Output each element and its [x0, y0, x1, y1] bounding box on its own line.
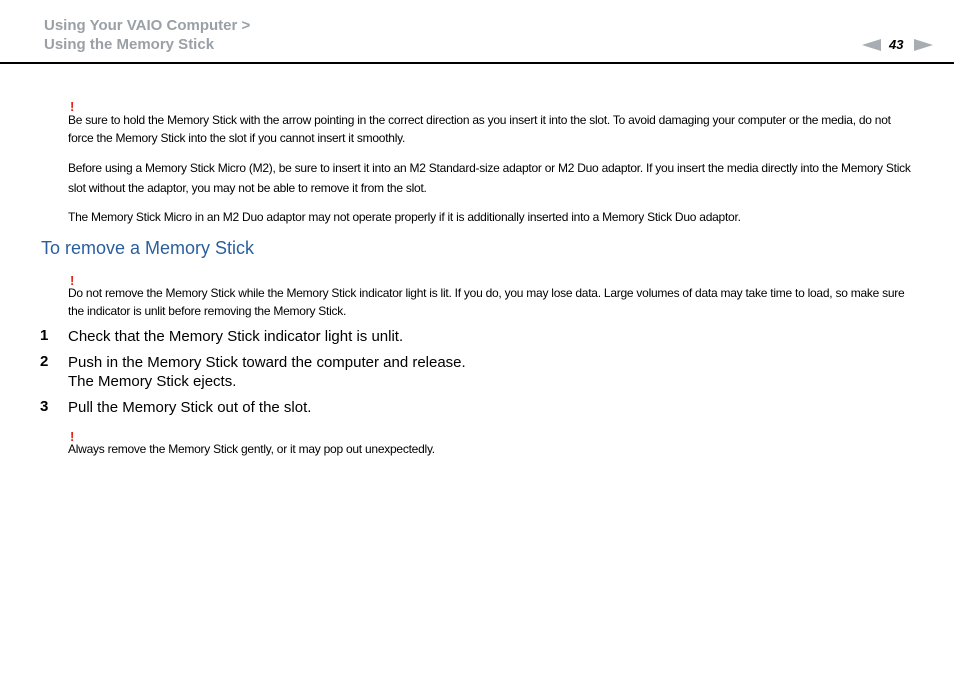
note-paragraph: The Memory Stick Micro in an M2 Duo adaptor may not operate properly if it is additionally inserted into a Memory Stick Duo adaptor. — [68, 210, 741, 224]
step-number: 3 — [40, 398, 49, 415]
section-title: To remove a Memory Stick — [41, 238, 255, 258]
step-text: Pull the Memory Stick out of the slot. — [68, 399, 312, 416]
page-number: 43 — [889, 37, 904, 52]
step-number: 1 — [40, 327, 49, 344]
page-navigation — [862, 37, 936, 53]
step-number: 2 — [40, 353, 49, 370]
step-text: Push in the Memory Stick toward the computer and release. — [68, 354, 466, 371]
header-divider — [0, 62, 954, 64]
note-text: Always remove the Memory Stick gently, or it may pop out unexpectedly. — [68, 442, 435, 456]
warning-mark-icon: ! — [70, 99, 75, 114]
warning-mark-icon: ! — [70, 273, 75, 288]
step-text: Check that the Memory Stick indicator light is unlit. — [68, 328, 404, 345]
triangle-left-icon[interactable] — [862, 39, 881, 51]
note-text: Be sure to hold the Memory Stick with the arrow pointing in the correct direction as you insert it into the slot. To avoid damaging your computer or the media, do not force the Memory Stick into the slot if you cannot insert it smoothly. — [68, 113, 891, 145]
note-paragraph: Before using a Memory Stick Micro (M2), be sure to insert it into an M2 Standard-size adaptor or M2 Duo adaptor. If you insert the media directly into the Memory Stick slot without the adaptor, you may not be able to remove it from the slot. — [68, 161, 911, 195]
breadcrumb-chapter[interactable]: Using Your VAIO Computer > — [44, 17, 251, 34]
breadcrumb-section[interactable]: Using the Memory Stick — [44, 36, 215, 53]
warning-mark-icon: ! — [70, 429, 75, 444]
step-subtext: The Memory Stick ejects. — [68, 373, 237, 390]
page-header — [0, 0, 954, 64]
note-text: Do not remove the Memory Stick while the Memory Stick indicator light is lit. If you do, you may lose data. Large volumes of data may take time to load, so make sure the indicator is unlit before removing the Memory Stick. — [68, 286, 905, 318]
triangle-right-icon[interactable] — [914, 39, 933, 51]
